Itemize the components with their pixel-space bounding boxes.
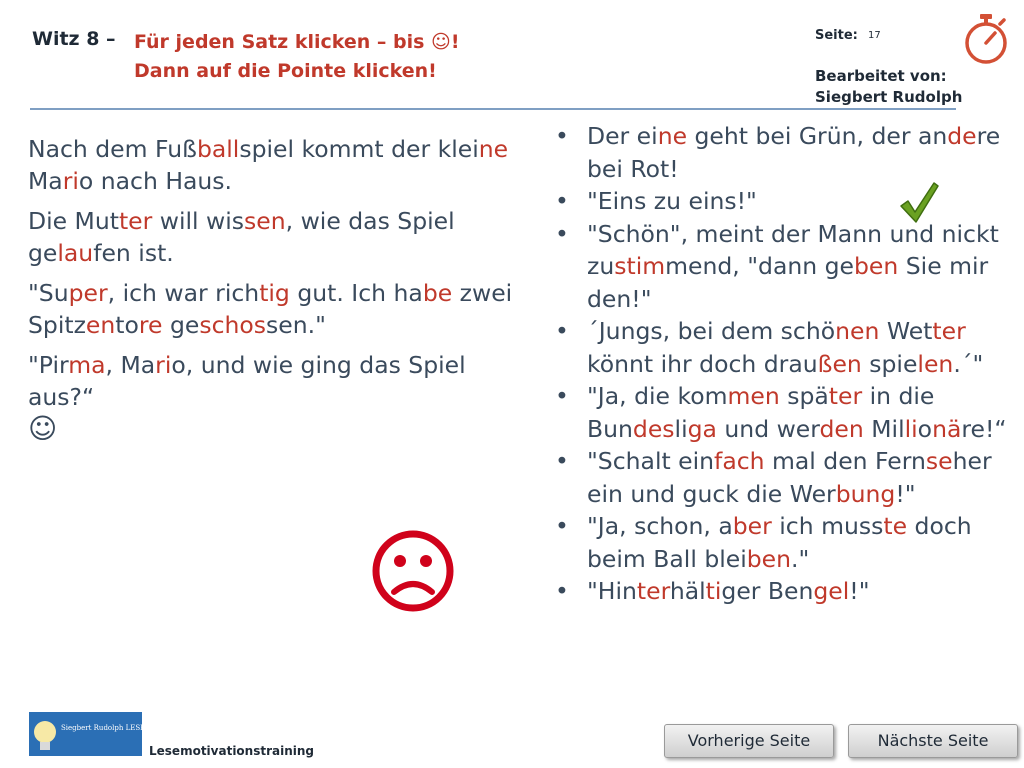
highlighted-syllable: ne — [657, 122, 688, 150]
option-7[interactable] — [555, 510, 1015, 575]
option-text — [587, 447, 992, 508]
option-text — [587, 220, 999, 313]
highlighted-syllable: be — [422, 279, 453, 307]
text-segment: sen." — [266, 311, 326, 339]
text-segment: o, und wie ging das Spiel aus?“ — [28, 351, 466, 411]
text-segment: her ein und guck die Wer — [587, 447, 992, 508]
text-segment: geht bei Grün, der an — [687, 122, 948, 150]
highlighted-syllable: li — [904, 414, 918, 443]
text-segment: ge — [162, 311, 200, 339]
text-segment: ich muss — [771, 512, 884, 540]
text-segment: will wis — [152, 207, 245, 235]
editor-name: Siegbert Rudolph — [815, 88, 963, 106]
text-segment: , wie das Spiel ge — [28, 207, 455, 267]
instruction-line-2: Dann auf die Pointe klicken! — [134, 60, 437, 82]
punchline-options — [555, 120, 1015, 608]
text-segment: Der ei — [587, 122, 658, 150]
text-segment: , ich war rich — [107, 279, 260, 307]
story-sentence-2[interactable] — [28, 205, 518, 269]
lightbulb-icon — [29, 712, 168, 756]
option-text — [587, 187, 757, 215]
highlighted-syllable: ben — [746, 544, 792, 573]
previous-page-button[interactable]: Vorherige Seite — [664, 724, 834, 758]
text-segment: re bei Rot! — [587, 122, 1001, 183]
text-segment: könnt ihr doch drau — [587, 349, 818, 378]
option-text — [587, 512, 972, 573]
highlighted-syllable: ball — [196, 135, 240, 163]
option-5[interactable] — [555, 380, 1015, 445]
text-segment: fen ist. — [93, 239, 174, 267]
bullet: • — [555, 219, 569, 248]
highlighted-syllable: ga — [687, 414, 717, 443]
option-text — [587, 577, 870, 605]
option-4[interactable] — [555, 315, 1015, 380]
bullet: • — [555, 187, 569, 215]
text-segment: "Ja, schon, a — [587, 512, 733, 540]
highlighted-syllable: tig — [259, 279, 290, 307]
text-segment: doch beim Ball blei — [587, 512, 972, 573]
text-segment: ger Ben — [721, 577, 814, 605]
highlighted-syllable: des — [632, 414, 675, 443]
text-segment: gut. Ich ha — [289, 279, 423, 307]
highlighted-syllable: ma — [68, 351, 106, 379]
highlighted-syllable: den — [819, 414, 864, 443]
page-label: Seite: — [815, 28, 858, 43]
text-segment: zwei Spitz — [28, 279, 513, 339]
highlighted-syllable: nä — [932, 414, 962, 443]
highlighted-syllable: ber — [732, 512, 772, 540]
text-segment: Die Mut — [28, 207, 119, 235]
text-segment: mend, "dann ge — [665, 252, 854, 280]
text-segment: o — [917, 414, 933, 443]
text-segment: spä — [779, 382, 829, 410]
highlighted-syllable: ri — [155, 351, 172, 379]
option-text — [587, 382, 1007, 443]
text-segment: häl — [669, 577, 706, 605]
next-page-button[interactable]: Nächste Seite — [848, 724, 1018, 758]
highlighted-syllable: ter — [636, 577, 670, 605]
page-number: 17 — [868, 30, 881, 41]
story-sentence-3[interactable] — [28, 277, 518, 341]
sad-face-icon[interactable] — [370, 528, 456, 614]
text-segment: !" — [895, 479, 916, 508]
story-sentence-1[interactable] — [28, 133, 518, 197]
text-segment: to — [115, 311, 139, 339]
option-text — [587, 122, 1000, 183]
text-segment: "Hin — [587, 577, 637, 605]
bullet: • — [555, 122, 569, 150]
text-segment: Wet — [879, 317, 933, 345]
text-segment: "Schön", meint der Mann und nickt zu — [587, 219, 999, 280]
highlighted-syllable: ri — [62, 167, 79, 195]
highlighted-syllable: gel — [813, 577, 850, 605]
highlighted-syllable: men — [727, 382, 780, 410]
stopwatch-icon[interactable] — [962, 12, 1010, 64]
highlighted-syllable: ter — [932, 317, 966, 345]
bullet: • — [555, 512, 569, 540]
text-segment: ´Jungs, bei dem schö — [587, 317, 836, 345]
footer-label: Lesemotivationstraining — [149, 744, 315, 758]
highlighted-syllable: ti — [705, 577, 722, 605]
bullet: • — [555, 382, 569, 410]
smiley-icon[interactable]: ☺ — [28, 412, 58, 445]
option-3[interactable] — [555, 218, 1015, 316]
option-6[interactable] — [555, 445, 1015, 510]
highlighted-syllable: lau — [57, 239, 94, 267]
text-segment: spie — [861, 349, 918, 378]
text-segment: !" — [849, 577, 870, 605]
highlighted-syllable: ben — [854, 252, 899, 280]
highlighted-syllable: len — [917, 349, 954, 378]
text-segment: "Ja, die kom — [587, 382, 728, 410]
text-segment: in die Bun — [587, 382, 935, 443]
instruction-line-1: Für jeden Satz klicken – bis ☺! — [134, 31, 460, 53]
highlighted-syllable: stim — [614, 252, 666, 280]
highlighted-syllable: sen — [244, 207, 286, 235]
text-segment: "Eins zu eins!" — [587, 187, 757, 215]
editor-label: Bearbeitet von: — [815, 67, 947, 85]
text-segment: Nach dem Fuß — [28, 135, 197, 163]
instructions — [134, 28, 460, 86]
text-segment: Mil — [863, 414, 905, 443]
highlighted-syllable: bung — [835, 479, 896, 508]
bullet: • — [555, 317, 569, 345]
text-segment: Sie mir den!" — [587, 252, 989, 313]
text-segment: li — [674, 414, 688, 443]
text-segment: , Ma — [105, 351, 156, 379]
text-segment: Ma — [28, 167, 63, 195]
text-segment: ." — [791, 544, 810, 573]
text-segment: .´" — [953, 349, 984, 378]
text-segment: und wer — [716, 414, 820, 443]
text-segment: o nach Haus. — [78, 167, 232, 195]
highlighted-syllable: schos — [199, 311, 267, 339]
lesekoch-logo[interactable] — [29, 712, 168, 756]
story-text — [28, 133, 518, 454]
checkmark-icon — [898, 180, 940, 224]
text-segment: "Pir — [28, 351, 69, 379]
highlighted-syllable: per — [68, 279, 108, 307]
highlighted-syllable: en — [85, 311, 116, 339]
logo-text: Siegbert Rudolph LESEKOCH — [61, 724, 168, 732]
option-1[interactable] — [555, 120, 1015, 185]
text-segment: "Schalt ein — [587, 447, 715, 475]
text-segment: spiel kommt der klei — [239, 135, 479, 163]
header-divider — [30, 108, 956, 110]
text-segment: "Su — [28, 279, 69, 307]
text-segment: mal den Fern — [764, 447, 926, 475]
option-2[interactable] — [555, 185, 1015, 218]
highlighted-syllable: nen — [835, 317, 880, 345]
joke-title: Witz 8 – — [32, 28, 116, 50]
bullet: • — [555, 447, 569, 475]
highlighted-syllable: re — [138, 311, 163, 339]
option-8[interactable] — [555, 575, 1015, 608]
highlighted-syllable: ter — [828, 382, 863, 410]
highlighted-syllable: se — [925, 447, 953, 475]
highlighted-syllable: ßen — [817, 349, 862, 378]
highlighted-syllable: fach — [714, 447, 765, 475]
highlighted-syllable: te — [883, 512, 908, 540]
highlighted-syllable: ne — [478, 135, 509, 163]
highlighted-syllable: de — [947, 122, 977, 150]
editor-info — [815, 66, 962, 108]
story-sentence-4-text — [28, 351, 466, 411]
highlighted-syllable: ter — [118, 207, 153, 235]
text-segment: re!“ — [961, 414, 1007, 443]
bullet: • — [555, 577, 569, 605]
story-sentence-4[interactable] — [28, 349, 518, 446]
option-text — [587, 317, 983, 378]
